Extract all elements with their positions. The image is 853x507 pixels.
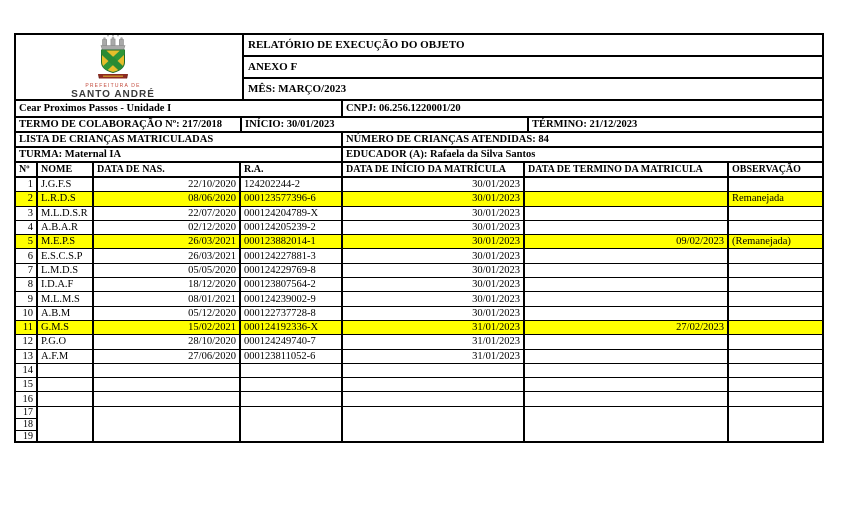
cell-start: 30/01/2023 <box>343 278 525 291</box>
cell-obs <box>729 392 822 405</box>
table-row <box>16 321 822 335</box>
cell-num: 2 <box>16 192 38 205</box>
cell-obs <box>729 178 822 191</box>
cell-obs: (Remanejada) <box>732 236 791 248</box>
cell-obs <box>729 264 822 277</box>
cell-start: 30/01/2023 <box>343 249 525 262</box>
cell-name: A.B.A.R <box>38 221 94 234</box>
annex-label: ANEXO F <box>244 57 822 79</box>
cell-obs <box>729 335 822 348</box>
cell-start: 30/01/2023 <box>343 292 525 305</box>
cell-name: A.B.M <box>38 307 94 320</box>
table-row <box>16 207 822 221</box>
table-row <box>16 350 822 364</box>
cell-name: P.G.O <box>38 335 94 348</box>
cell-birth <box>94 378 241 391</box>
report-header <box>16 35 822 101</box>
cell-obs <box>729 292 822 305</box>
cell-obs <box>729 321 822 334</box>
table-row <box>16 378 822 392</box>
cell-birth <box>94 392 241 405</box>
cell-start: 31/01/2023 <box>343 335 525 348</box>
cell-ra: 124202244-2 <box>241 178 343 191</box>
cell-name: E.S.C.S.P <box>38 249 94 262</box>
tail-empty-cell <box>525 407 729 442</box>
cell-end <box>525 264 729 277</box>
cell-start: 30/01/2023 <box>343 307 525 320</box>
cell-birth: 28/10/2020 <box>94 335 241 348</box>
cell-obs: Remanejada <box>732 193 784 205</box>
cell-start: 30/01/2023 <box>343 192 525 205</box>
cell-name: M.L.D.S.R <box>38 207 94 220</box>
term-number: TERMO DE COLABORAÇÃO Nº: 217/2018 <box>16 118 242 131</box>
table-row <box>16 235 822 249</box>
table-row <box>16 264 822 278</box>
list-row <box>16 133 822 148</box>
children-count: NÚMERO DE CRIANÇAS ATENDIDAS: 84 <box>346 134 549 145</box>
column-header-num: Nº <box>16 163 38 176</box>
cell-birth: 08/06/2020 <box>94 192 241 205</box>
cell-start: 31/01/2023 <box>343 350 525 363</box>
santo-andre-coat-of-arms <box>71 35 155 99</box>
cell-obs <box>729 249 822 262</box>
table-row <box>16 307 822 321</box>
cell-ra: 000123882014-1 <box>241 235 343 248</box>
cell-end <box>525 350 729 363</box>
cell-birth <box>94 364 241 377</box>
report-title: RELATÓRIO DE EXECUÇÃO DO OBJETO <box>244 35 822 57</box>
table-row <box>16 249 822 263</box>
coat-of-arms-icon <box>87 35 139 82</box>
cell-name: A.F.M <box>38 350 94 363</box>
cell-name: M.L.M.S <box>38 292 94 305</box>
cell-name <box>38 364 94 377</box>
month-label: MÊS: MARÇO/2023 <box>248 83 347 95</box>
cell-birth: 22/07/2020 <box>94 207 241 220</box>
cell-end <box>525 292 729 305</box>
cell-ra: 000124229769-8 <box>241 264 343 277</box>
cell-start <box>343 364 525 377</box>
cell-num: 16 <box>16 392 38 405</box>
cell-name: M.E.P.S <box>38 235 94 248</box>
cell-obs <box>729 207 822 220</box>
start-date: INÍCIO: 30/01/2023 <box>242 118 529 131</box>
cell-ra <box>241 364 343 377</box>
cell-obs <box>729 364 822 377</box>
logo-cell <box>16 35 244 99</box>
cell-end <box>525 207 729 220</box>
tail-empty-cell <box>241 407 343 442</box>
table-column-headers <box>16 163 822 178</box>
cell-name <box>38 392 94 405</box>
cell-num: 14 <box>16 364 38 377</box>
cell-ra: 000124239002-9 <box>241 292 343 305</box>
cell-start <box>343 392 525 405</box>
tail-empty-cell <box>343 407 525 442</box>
table-row <box>16 335 822 349</box>
cell-num: 15 <box>16 378 38 391</box>
cell-end <box>525 364 729 377</box>
cell-birth: 22/10/2020 <box>94 178 241 191</box>
cell-num: 6 <box>16 249 38 262</box>
tail-empty-cell <box>94 407 241 442</box>
cell-end <box>525 221 729 234</box>
cell-end <box>525 392 729 405</box>
cell-num: 12 <box>16 335 38 348</box>
cell-obs <box>729 307 822 320</box>
table-row <box>16 292 822 306</box>
cell-end <box>525 335 729 348</box>
cell-ra: 000124204789-X <box>241 207 343 220</box>
table-row <box>16 364 822 378</box>
cell-start: 30/01/2023 <box>343 178 525 191</box>
cell-name: L.M.D.S <box>38 264 94 277</box>
cell-birth: 18/12/2020 <box>94 278 241 291</box>
cell-name: G.M.S <box>38 321 94 334</box>
cell-ra <box>241 392 343 405</box>
cell-ra: 000123811052-6 <box>241 350 343 363</box>
cell-name: J.G.F.S <box>38 178 94 191</box>
tail-row-number: 18 <box>16 419 36 431</box>
cell-end <box>525 192 729 205</box>
tail-rows-17-19 <box>16 407 822 442</box>
cell-birth: 26/03/2021 <box>94 235 241 248</box>
cell-num: 1 <box>16 178 38 191</box>
cell-ra: 000124205239-2 <box>241 221 343 234</box>
cell-end: 27/02/2023 <box>525 321 729 334</box>
cell-start: 31/01/2023 <box>343 321 525 334</box>
cell-ra: 000123807564-2 <box>241 278 343 291</box>
column-header-start: DATA DE INÍCIO DA MATRÍCULA <box>343 163 525 176</box>
cell-ra: 000124227881-3 <box>241 249 343 262</box>
term-row <box>16 118 822 133</box>
cell-end <box>525 178 729 191</box>
cell-obs <box>729 350 822 363</box>
cell-num: 10 <box>16 307 38 320</box>
end-date: TÉRMINO: 21/12/2023 <box>532 119 638 130</box>
cell-num: 11 <box>16 321 38 334</box>
cell-end <box>525 307 729 320</box>
tail-empty-cell <box>729 407 822 442</box>
cell-num: 3 <box>16 207 38 220</box>
cell-start: 30/01/2023 <box>343 207 525 220</box>
cell-birth: 02/12/2020 <box>94 221 241 234</box>
unit-name: Cear Proximos Passos - Unidade I <box>16 101 343 116</box>
table-row <box>16 192 822 206</box>
cell-num: 9 <box>16 292 38 305</box>
cell-start: 30/01/2023 <box>343 264 525 277</box>
class-name: TURMA: Maternal IA <box>16 148 343 161</box>
cell-num: 7 <box>16 264 38 277</box>
cell-num: 4 <box>16 221 38 234</box>
cell-name: I.D.A.F <box>38 278 94 291</box>
tail-row-number: 19 <box>23 430 33 442</box>
cell-start: 30/01/2023 <box>343 235 525 248</box>
cell-ra: 000123577396-6 <box>241 192 343 205</box>
list-title: LISTA DE CRIANÇAS MATRICULADAS <box>16 133 343 146</box>
cell-ra <box>241 378 343 391</box>
cell-birth: 15/02/2021 <box>94 321 241 334</box>
cell-start: 30/01/2023 <box>343 221 525 234</box>
column-header-name: NOME <box>38 163 94 176</box>
cell-birth: 05/12/2020 <box>94 307 241 320</box>
execution-report-table <box>14 33 824 443</box>
cell-num: 5 <box>16 235 38 248</box>
cell-ra: 000122737728-8 <box>241 307 343 320</box>
cell-start <box>343 378 525 391</box>
class-row <box>16 148 822 163</box>
cell-birth: 05/05/2020 <box>94 264 241 277</box>
column-header-ra: R.A. <box>241 163 343 176</box>
children-table-body <box>16 178 822 407</box>
column-header-obs: OBSERVAÇÃO <box>732 164 801 175</box>
cell-name <box>38 378 94 391</box>
column-header-end: DATA DE TERMINO DA MATRICULA <box>525 163 729 176</box>
cell-birth: 26/03/2021 <box>94 249 241 262</box>
cell-end <box>525 249 729 262</box>
table-row <box>16 392 822 406</box>
cell-num: 8 <box>16 278 38 291</box>
unit-row <box>16 101 822 118</box>
column-header-birth: DATA DE NAS. <box>94 163 241 176</box>
educator-name: EDUCADOR (A): Rafaela da Silva Santos <box>346 149 536 160</box>
cell-birth: 08/01/2021 <box>94 292 241 305</box>
cell-obs <box>729 278 822 291</box>
cell-obs <box>729 378 822 391</box>
tail-number-column <box>16 407 38 442</box>
title-block <box>244 35 822 99</box>
tail-row-number: 17 <box>16 407 36 419</box>
cell-ra: 000124192336-X <box>241 321 343 334</box>
table-row <box>16 178 822 192</box>
table-row <box>16 221 822 235</box>
cell-birth: 27/06/2020 <box>94 350 241 363</box>
tail-empty-cell <box>38 407 94 442</box>
cnpj-label: CNPJ: 06.256.1220001/20 <box>346 103 461 114</box>
table-row <box>16 278 822 292</box>
cell-name: L.R.D.S <box>38 192 94 205</box>
cell-end: 09/02/2023 <box>525 235 729 248</box>
cell-obs <box>729 221 822 234</box>
cell-end <box>525 278 729 291</box>
city-name-label: SANTO ANDRÉ <box>71 89 155 99</box>
cell-num: 13 <box>16 350 38 363</box>
cell-end <box>525 378 729 391</box>
prefeitura-label: PREFEITURA DE <box>85 83 141 89</box>
cell-ra: 000124249740-7 <box>241 335 343 348</box>
